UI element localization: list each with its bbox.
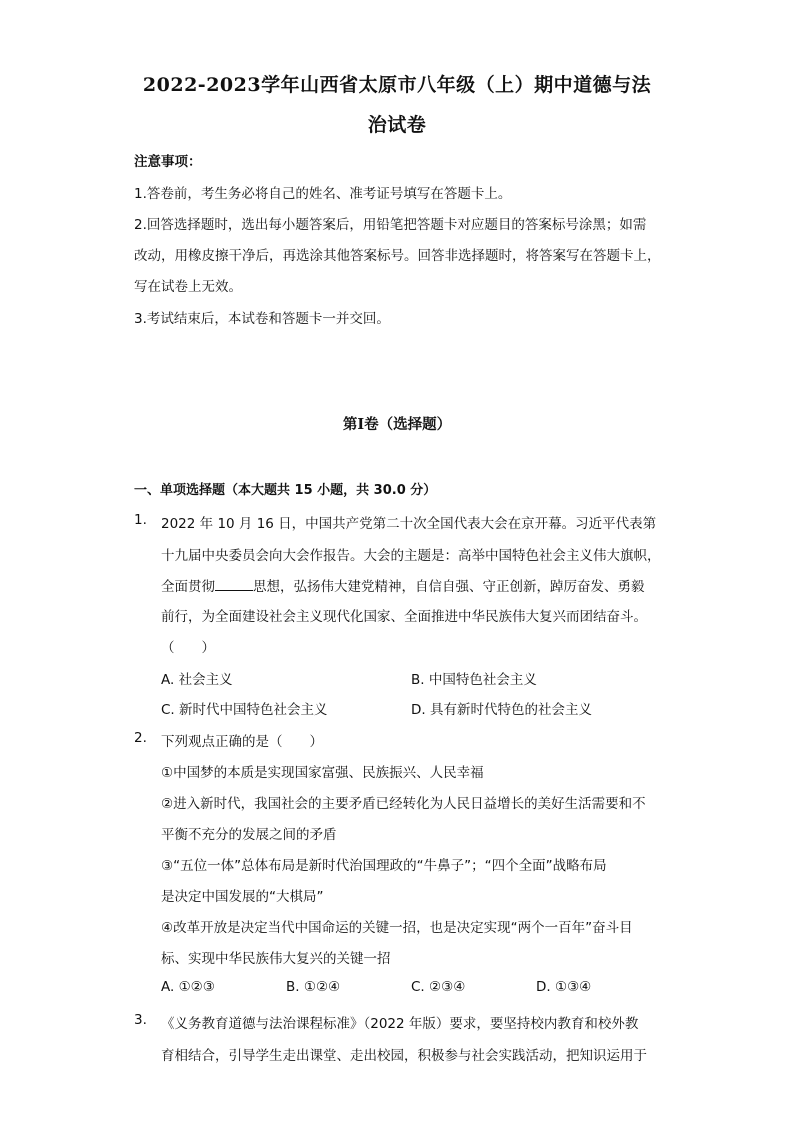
question-text-part: 全面贯彻 — [161, 579, 215, 595]
option-d: D. ①③④ — [536, 979, 592, 995]
question-text: 2022 年 10 月 16 日，中国共产党第二十次全国代表大会在京开幕。习近平代表第 — [161, 516, 657, 532]
notice-line: 改动，用橡皮擦干净后，再选涂其他答案标号。回答非选择题时，将答案写在答题卡上， — [134, 248, 661, 264]
question-text-part: 思想，弘扬伟大建党精神，自信自强、守正创新，踔厉奋发、勇毅 — [253, 579, 645, 595]
option-c: C. 新时代中国特色社会主义 — [161, 702, 328, 718]
question-text — [161, 575, 645, 595]
statement: ③“五位一体”总体布局是新时代治国理政的“牛鼻子”；“四个全面”战略布局 — [161, 858, 607, 874]
exam-title-line2: 治试卷 — [367, 114, 427, 136]
option-b: B. 中国特色社会主义 — [411, 672, 537, 688]
question-number: 3. — [134, 1012, 147, 1028]
question-number: 2. — [134, 730, 147, 746]
part-heading: 一、单项选择题（本大题共 15 小题，共 30.0 分） — [134, 483, 437, 498]
option-b: B. ①②④ — [286, 979, 341, 995]
option-d: D. 具有新时代特色的社会主义 — [411, 702, 592, 718]
fill-blank — [215, 589, 253, 591]
notice-line: 1.答卷前，考生务必将自己的姓名、准考证号填写在答题卡上。 — [134, 186, 512, 202]
statement: ④改革开放是决定当代中国命运的关键一招，也是决定实现“两个一百年”奋斗目 — [161, 920, 633, 936]
question-text: 育相结合，引导学生走出课堂、走出校园，积极参与社会实践活动，把知识运用于 — [161, 1048, 647, 1064]
question-text: 十九届中央委员会向大会作报告。大会的主题是：高举中国特色社会主义伟大旗帜， — [161, 548, 661, 564]
question-text: 前行，为全面建设社会主义现代化国家、全面推进中华民族伟大复兴而团结奋斗。 — [161, 609, 647, 625]
statement: 标、实现中华民族伟大复兴的关键一招 — [161, 951, 391, 967]
statement: ①中国梦的本质是实现国家富强、民族振兴、人民幸福 — [161, 765, 484, 781]
notice-line: 2.回答选择题时，选出每小题答案后，用铅笔把答题卡对应题目的答案标号涂黑；如需 — [134, 217, 647, 233]
option-a: A. 社会主义 — [161, 672, 233, 688]
statement: 平衡不充分的发展之间的矛盾 — [161, 827, 337, 843]
notice-heading: 注意事项： — [134, 154, 202, 170]
notice-line: 写在试卷上无效。 — [134, 279, 242, 295]
option-a: A. ①②③ — [161, 979, 215, 995]
statement: 是决定中国发展的“大棋局” — [161, 889, 324, 905]
question-number: 1. — [134, 512, 147, 528]
notice-line: 3.考试结束后，本试卷和答题卡一并交回。 — [134, 311, 390, 327]
section-title: 第Ⅰ卷（选择题） — [342, 416, 452, 433]
statement: ②进入新时代，我国社会的主要矛盾已经转化为人民日益增长的美好生活需要和不 — [161, 796, 646, 812]
exam-title-line1: 2022-2023学年山西省太原市八年级（上）期中道德与法 — [142, 74, 652, 96]
question-text: 《义务教育道德与法治课程标准》（2022 年版）要求，要坚持校内教育和校外教 — [161, 1016, 639, 1032]
question-text: 下列观点正确的是（ ） — [161, 734, 323, 750]
answer-paren: （ ） — [161, 640, 215, 656]
option-c: C. ②③④ — [411, 979, 466, 995]
